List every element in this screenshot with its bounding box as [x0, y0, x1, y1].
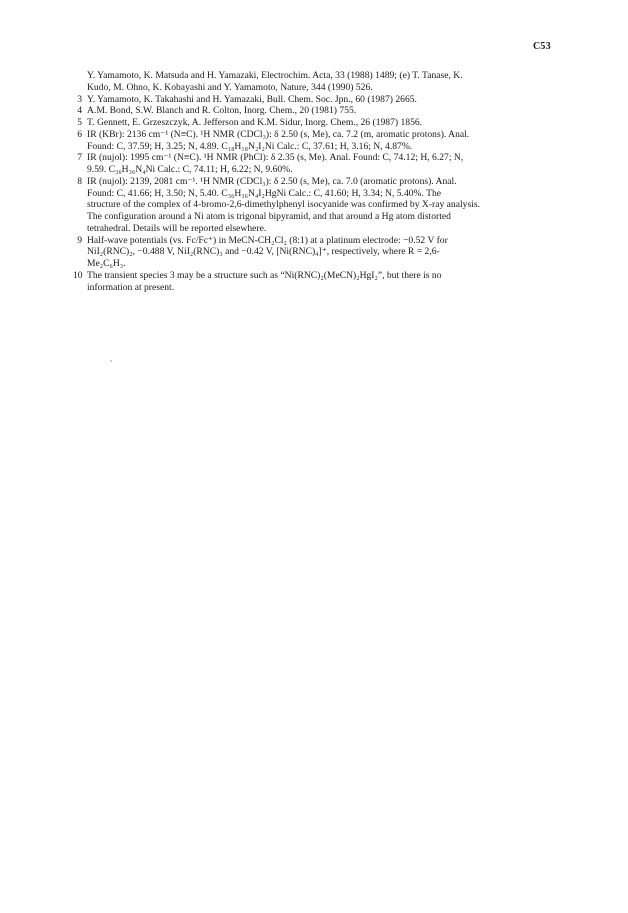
reference-item: [73, 235, 563, 270]
reference-number: 7: [77, 152, 82, 164]
reference-number: 5: [77, 117, 82, 128]
reference-list: [73, 70, 563, 293]
reference-item: [73, 105, 563, 117]
reference-line: Half-wave potentials (vs. Fc/Fc⁺) in MeCN-CH₂Cl₂ (8:1) at a platinum electrode: −0.52 V for: [87, 234, 448, 246]
reference-line: IR (KBr): 2136 cm⁻¹ (N≡C). ¹H NMR (CDCl₃): δ 2.50 (s, Me), ca. 7.2 (m, aromatic protons). Anal.: [87, 128, 470, 140]
reference-item: [73, 117, 563, 129]
reference-line: structure of the complex of 4-bromo-2,6-dimethylphenyl isocyanide was confirmed by X-ray analysis.: [87, 199, 480, 211]
reference-line: tetrahedral. Details will be reported elsewhere.: [87, 222, 267, 234]
reference-number: 9: [77, 234, 82, 246]
reference-number: 3: [77, 93, 82, 105]
reference-line: Kudo, M. Ohno, K. Kobayashi and Y. Yamamoto, Nature, 344 (1990) 526.: [87, 81, 373, 93]
reference-number: 10: [73, 269, 83, 281]
reference-line: IR (nujol): 2139, 2081 cm⁻¹. ¹H NMR (CDCl₃): δ 2.50 (s, Me), ca. 7.0 (aromatic protons). Anal.: [87, 175, 457, 187]
reference-line: A.M. Bond, S.W. Blanch and R. Colton, Inorg. Chem., 20 (1981) 755.: [87, 105, 357, 117]
reference-line: Found: C, 41.66; H, 3.50; N, 5.40. C₃₆H₃₆N₄I₂HgNi Calc.: C, 41.60; H, 3.34; N, 5.40%. The: [87, 187, 442, 199]
reference-number: 6: [77, 128, 82, 140]
reference-line: NiI₂(RNC)₂, −0.488 V, NiI₂(RNC)₃ and −0.42 V, [Ni(RNC)₄]⁺, respectively, where R = 2,6-: [87, 246, 440, 258]
scan-speck: [110, 360, 112, 362]
reference-item: [73, 176, 563, 235]
reference-item: [73, 152, 563, 176]
reference-line: T. Gennett, E. Grzeszczyk, A. Jefferson and K.M. Sidur, Inorg. Chem., 26 (1987) 1856.: [87, 117, 423, 128]
reference-line: The configuration around a Ni atom is trigonal bipyramid, and that around a Hg atom distorted: [87, 211, 451, 222]
reference-item: [73, 129, 563, 153]
reference-number: 4: [77, 105, 82, 117]
reference-line: IR (nujol): 1995 cm⁻¹ (N≡C). ¹H NMR (PhCl): δ 2.35 (s, Me). Anal. Found: C, 74.12; H, 6.27; N,: [87, 152, 464, 164]
reference-line: information at present.: [87, 281, 175, 293]
reference-line: 9.59. C₃₆H₃₆N₄Ni Calc.: C, 74.11; H, 6.22; N, 9.60%.: [87, 164, 293, 175]
reference-line: Me₂C₆H₃.: [87, 258, 126, 269]
reference-line: Found: C, 37.59; H, 3.25; N, 4.89. C₁₈H₁₈N₂I₂Ni Calc.: C, 37.61; H, 3.16; N, 4.87%.: [87, 140, 413, 152]
reference-line: Y. Yamamoto, K. Takahashi and H. Yamazaki, Bull. Chem. Soc. Jpn., 60 (1987) 2665.: [87, 93, 417, 105]
reference-number: 8: [77, 175, 82, 187]
reference-line: Y. Yamamoto, K. Matsuda and H. Yamazaki, Electrochim. Acta, 33 (1988) 1489; (e) T. Tanase, K.: [87, 70, 463, 81]
reference-item: [73, 270, 563, 294]
reference-item: [73, 70, 563, 94]
page-number: C53: [533, 41, 551, 52]
reference-line: The transient species 3 may be a structure such as “Ni(RNC)₂(MeCN)₂HgI₂”, but there is no: [87, 269, 442, 281]
reference-item: [73, 94, 563, 106]
